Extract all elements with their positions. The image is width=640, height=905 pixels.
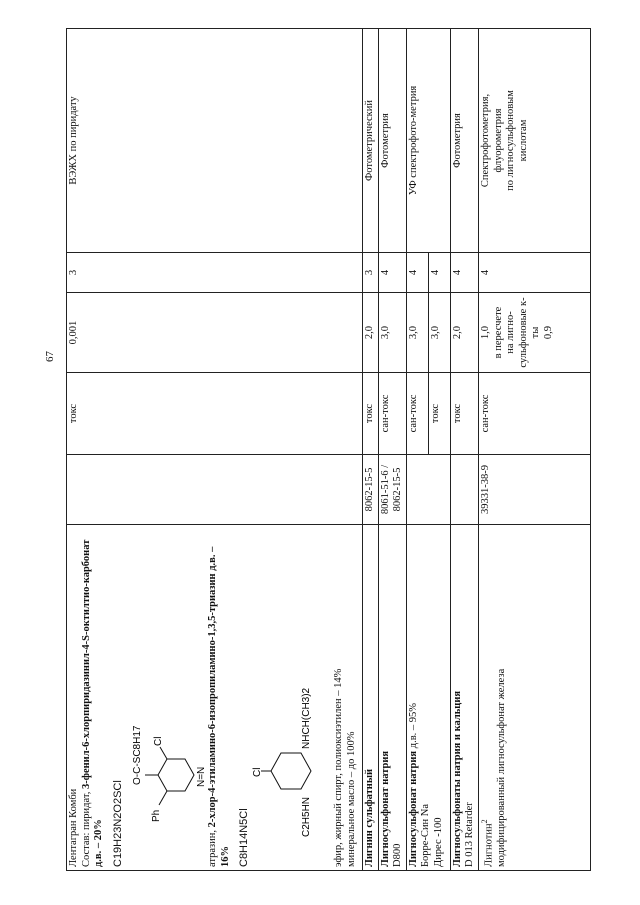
class-cell: 3 [363,253,379,293]
formula-2: C8H14N5Cl [238,808,251,867]
page-number: 67 [44,351,56,362]
cas-cell [450,455,478,525]
table-row [363,29,379,871]
chem2-left: C2H5HN [301,796,313,837]
value-cell: 0,001 [67,293,363,373]
composition-1: Состав: пиридат, 3-фенил-6-хлорпиридазинил-4-S-октилтио-карбонат д.в. – 20% [80,539,105,867]
class-cell: 4 [478,253,590,293]
pyridate-structure [127,667,205,867]
chem1-n: N=N [195,766,207,787]
chem1-ph: Ph [150,809,162,822]
table-row [67,29,363,871]
table-row [406,29,428,871]
value-cell: 2,0 [363,293,379,373]
substance-cell: Лигносульфонат натрия д.в. – 95% Борре-Син Na Дирес -100 [406,525,450,871]
hazard-cell: сан-токс [378,373,406,455]
value-cell: 1,0 в пересчете на лигно- сульфоновые к- ты 0,9 [478,293,590,373]
hazard-cell: сан-токс [406,373,428,455]
method-cell: Фотометрия [378,29,406,253]
hazard-cell: токс [363,373,379,455]
value-cell: 3,0 [406,293,428,373]
substance-name: Лентагран Комби [68,788,79,867]
chem1-cl: Cl [152,736,164,746]
class-cell: 3 [67,253,363,293]
method-cell: Фотометрический [363,29,379,253]
method-cell: Фотометрия [450,29,478,253]
class-cell: 4 [428,253,450,293]
cas-cell: 8061-51-6 / 8062-15-5 [378,455,406,525]
hazard-cell: токс [67,373,363,455]
cas-cell: 39331-38-9 [478,455,590,525]
substance-cell: Лигносульфонаты натрия и кальция D 013 Retarder [450,525,478,871]
chem2-right: NHCH(CH3)2 [301,687,313,749]
composition-extra-1: эфир, жирный спирт, полиоксиэтилен – 14% [333,668,345,867]
atrazine-structure [253,647,331,867]
composition-extra-2: минеральное масло – до 100% [345,731,357,867]
cas-cell [406,455,450,525]
chem2-cl: Cl [252,767,264,777]
hazard-cell: токс [428,373,450,455]
value-cell: 3,0 [378,293,406,373]
class-cell: 4 [450,253,478,293]
substance-cell: Лигносульфонат натрия D800 [378,525,406,871]
cas-cell [67,455,363,525]
value-cell: 3,0 [428,293,450,373]
table-row [478,29,590,871]
method-cell: Спектрофотометрия, флуорометрия по лигносульфоновым кислотам [478,29,590,253]
cas-cell: 8062-15-5 [363,455,379,525]
method-cell: УФ спектрофото-метрия [406,29,450,253]
hazard-cell: токс [450,373,478,455]
composition-2: атразин, 2-хлор-4-этиламино-6-изопропиламино-1,3,5-триазин д.в. – 16% [206,546,231,867]
substance-cell: Лигнотин$^2$ модифицированный лигносульфонат железа [478,525,590,871]
hazard-cell: сан-токс [478,373,590,455]
substance-cell: Лигнин сульфатный [363,525,379,871]
chem1-top: O-C-SC8H17 [131,725,143,785]
class-cell: 4 [406,253,428,293]
value-cell: 2,0 [450,293,478,373]
substance-cell [67,525,363,871]
method-cell: ВЭЖХ по пиридату [67,29,363,253]
table-row [450,29,478,871]
substance-table [66,28,591,871]
table-row [378,29,406,871]
rotated-table-wrapper [66,29,588,871]
class-cell: 4 [378,253,406,293]
formula-1: C19H23N2O2SCl [111,780,124,867]
